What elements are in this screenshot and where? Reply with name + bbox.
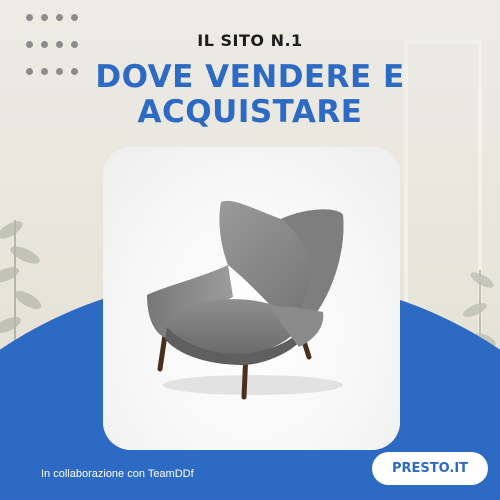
product-card [103,147,400,450]
presto-button[interactable]: PRESTO.IT [372,452,488,485]
kicker-text: IL SITO N.1 [197,31,303,50]
headline-line-1: DOVE VENDERE E [95,59,405,95]
headline-line-2: ACQUISTARE [137,94,363,130]
collaboration-text: In collaborazione con TeamDDf [41,468,194,480]
headline [0,60,500,130]
armchair-icon [103,147,400,450]
